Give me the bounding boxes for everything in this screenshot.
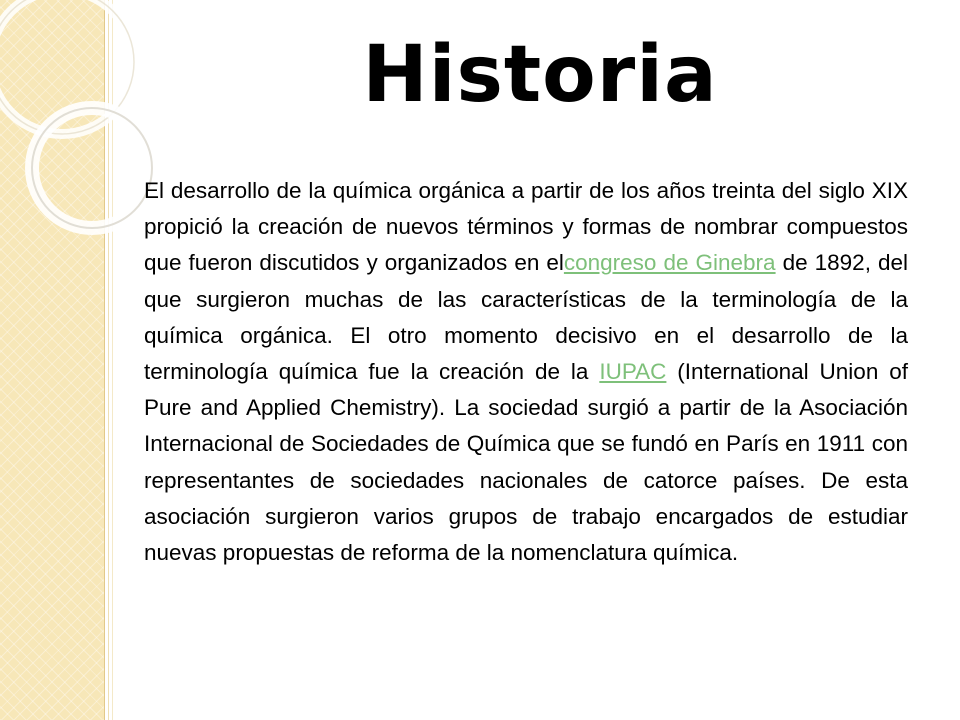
- iupac-link[interactable]: IUPAC: [599, 359, 667, 385]
- congreso-de-ginebra-link[interactable]: congreso de Ginebra: [563, 250, 776, 276]
- slide-title: Historia: [362, 30, 718, 120]
- paragraph-text-part-1: El desarrollo de la química orgánica a partir de los años treinta del siglo XIX propició la creación de nuevos términos y formas de nombrar compuestos que fueron discutidos y organizados en el: [144, 178, 908, 276]
- history-paragraph: [144, 173, 908, 571]
- paragraph-text-part-2: de 1892, del que surgieron muchas de las características de la terminología de la química orgánica. El otro momento decisivo en el desarrollo de la terminología química fue la creación de la: [144, 250, 908, 385]
- paragraph-text-part-3: (International Union of Pure and Applied Chemistry). La sociedad surgió a partir de la Asociación Internacional de Sociedades de Química que se fundó en París en 1911 con representantes de sociedades nacionales de catorce países. De esta asociación surgieron varios grupos de trabajo encargados de estudiar nuevas propuestas de reforma de la nomenclatura química.: [144, 359, 909, 566]
